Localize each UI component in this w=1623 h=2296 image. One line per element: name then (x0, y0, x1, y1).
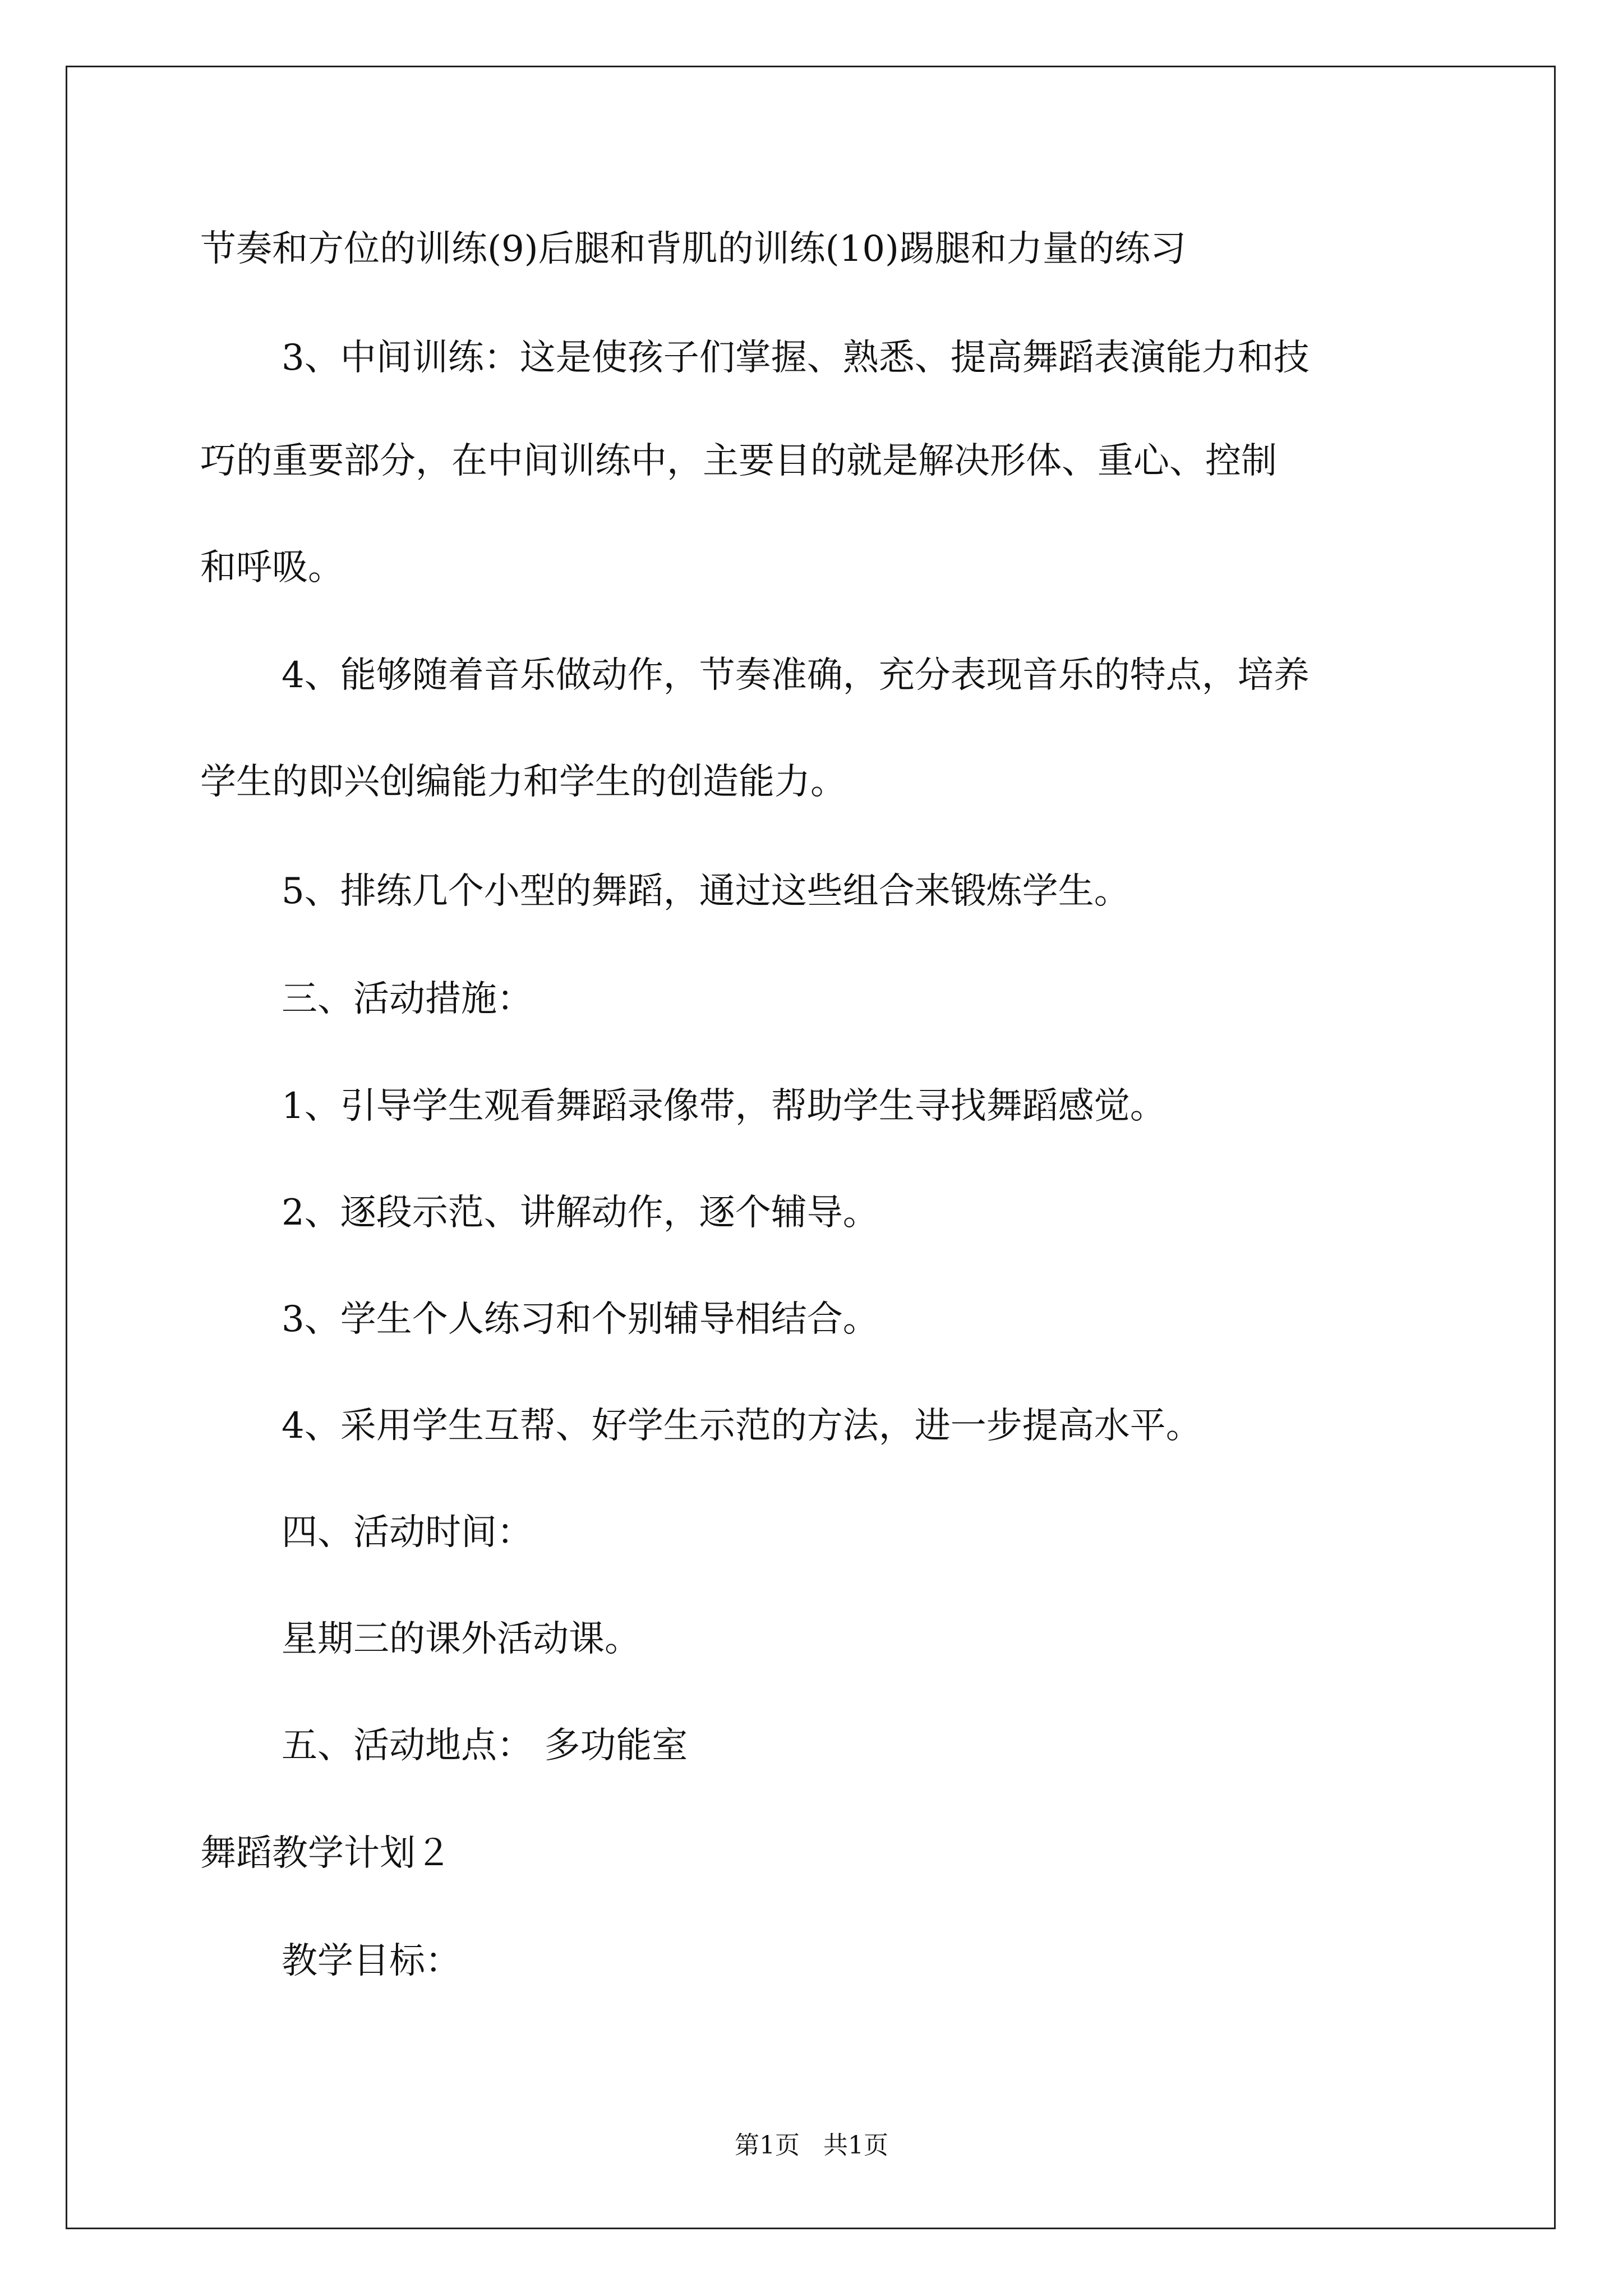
section-heading-measures: 三、活动措施： (282, 978, 533, 1020)
paragraph-line-9: 1、引导学生观看舞蹈录像带，帮助学生寻找舞蹈感觉。 (282, 1085, 1166, 1127)
section-heading-location: 五、活动地点： 多功能室 (282, 1725, 688, 1766)
paragraph-line-14: 星期三的课外活动课。 (282, 1618, 640, 1660)
page-border (66, 66, 1556, 2229)
paragraph-line-11: 3、学生个人练习和个别辅导相结合。 (282, 1299, 879, 1340)
paragraph-line-10: 2、逐段示范、讲解动作，逐个辅导。 (282, 1192, 879, 1234)
section-heading-objectives: 教学目标： (282, 1940, 461, 1982)
document-title-2: 舞蹈教学计划２ (200, 1833, 451, 1874)
page-footer: 第1页 共1页 (735, 2131, 888, 2160)
paragraph-line-6: 学生的即兴创编能力和学生的创造能力。 (200, 761, 846, 803)
paragraph-line-4: 和呼吸。 (200, 547, 344, 588)
paragraph-line-2: 3、中间训练：这是使孩子们掌握、熟悉、提高舞蹈表演能力和技 (282, 337, 1310, 379)
paragraph-line-12: 4、采用学生互帮、好学生示范的方法，进一步提高水平。 (282, 1405, 1202, 1447)
paragraph-line-7: 5、排练几个小型的舞蹈，通过这些组合来锻炼学生。 (282, 871, 1130, 912)
section-heading-time: 四、活动时间： (282, 1512, 533, 1553)
paragraph-line-1: 节奏和方位的训练(9)后腿和背肌的训练(10)踢腿和力量的练习 (200, 228, 1187, 270)
paragraph-line-3: 巧的重要部分，在中间训练中，主要目的就是解决形体、重心、控制 (200, 440, 1277, 482)
paragraph-line-5: 4、能够随着音乐做动作，节奏准确，充分表现音乐的特点，培养 (282, 655, 1310, 696)
